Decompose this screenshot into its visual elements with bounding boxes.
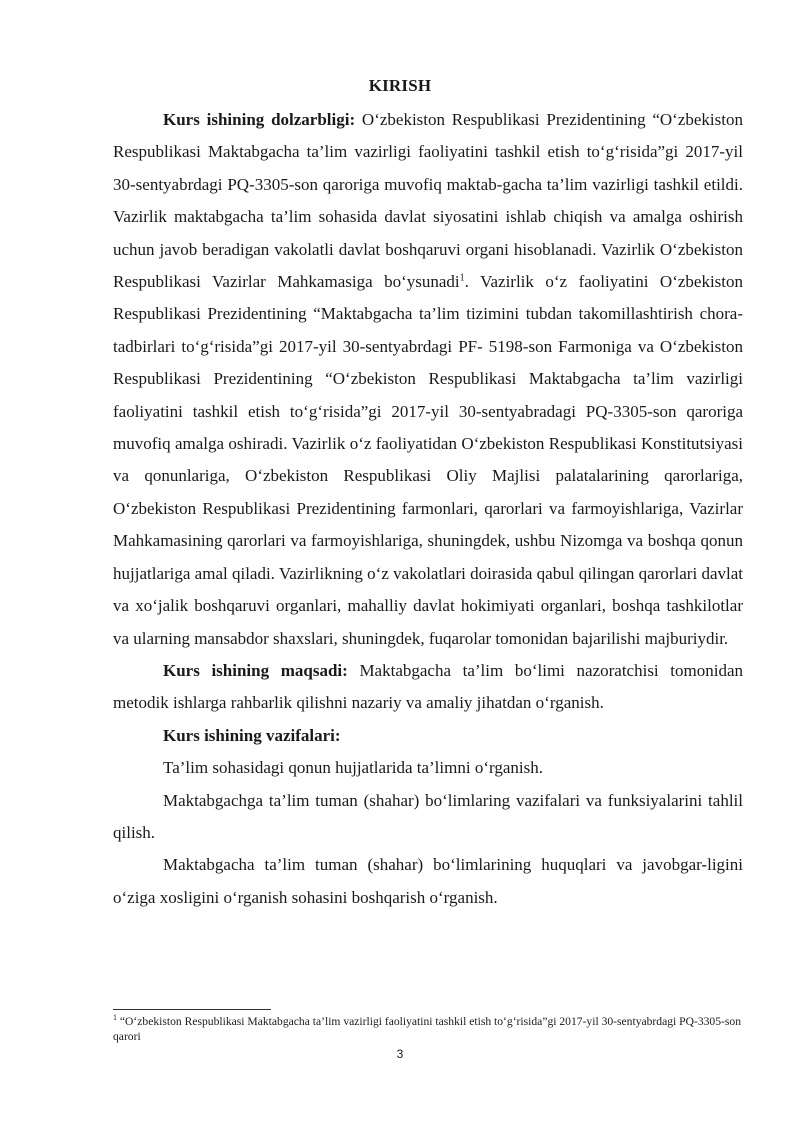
footnote-ref[interactable]: 1 bbox=[459, 272, 465, 284]
page-number: 3 bbox=[396, 1047, 404, 1061]
footnote-divider bbox=[113, 1009, 271, 1010]
relevance-text-a: O‘zbekiston Respublikasi Prezidentining “O‘zbekiston Respublikasi Maktabgacha ta’lim vazirligi faoliyatini tashkil etish to‘g‘risida”gi 2017-yil 30-sentyabrdagi PQ-3305-son qaroriga muvofiq maktab-gacha ta’lim vazirligi tashkil etildi. Vazirlik maktabgacha ta’lim sohasida davlat siyosatini ishlab chiqish va amalga oshirish uchun javob beradigan vakolatli davlat boshqaruvi organi hisoblanadi. Vazirlik O‘zbekiston Respublikasi Vazirlar Mahkamasiga bo‘ysunadi bbox=[113, 110, 743, 292]
goal-text: Maktabgacha ta’lim bo‘limi nazoratchisi tomonidan metodik ishlarga rahbarlik qilishni nazariy va amaliy jihatdan o‘rganish. bbox=[113, 660, 743, 713]
footnote bbox=[113, 1014, 743, 1044]
paragraph-task-1: Ta’lim sohasidagi qonun hujjatlarida ta’limni o‘rganish. bbox=[163, 758, 543, 778]
page-title: KIRISH bbox=[368, 76, 432, 95]
goal-heading: Kurs ishining maqsadi: bbox=[163, 660, 348, 680]
footnote-text: “O‘zbekiston Respublikasi Maktabgacha ta’lim vazirligi faoliyatini tashkil etish to‘g‘risida”gi 2017-yil 30-sentyabrdagi PQ-3305-son qarori bbox=[113, 1015, 741, 1043]
paragraph-tasks-heading bbox=[113, 720, 743, 752]
footnote-marker: 1 bbox=[113, 1013, 117, 1023]
paragraph-task-3: Maktabgacha ta’lim tuman (shahar) bo‘limlarining huquqlari va javobgar-ligini o‘ziga xosligini o‘rganish sohasini boshqarish o‘rganish. bbox=[113, 855, 743, 907]
paragraph-goal bbox=[113, 655, 743, 720]
relevance-text-b: . Vazirlik o‘z faoliyatini O‘zbekiston Respublikasi Prezidentining “Maktabgacha ta’lim tizimini tubdan takomillashtirish chora-tadbirlari to‘g‘risida”gi 2017-yil 30-sentyabrdagi PF- 5198-son Farmoniga va O‘zbekiston Respublikasi Prezidentining “O‘zbekiston Respublikasi Maktabgacha ta’lim vazirligi faoliyatini tashkil etish to‘g‘risida”gi 2017-yil 30-sentyabradagi PQ-3305-son qaroriga muvofiq amalga oshiradi. Vazirlik o‘z faoliyatidan O‘zbekiston Respublikasi Konstitutsiyasi va qonunlariga, O‘zbekiston Respublikasi Oliy Majlisi palatalarining qarorlariga, O‘zbekiston Respublikasi Prezidentining farmonlari, qarorlari va farmoyishlariga, Vazirlar Mahkamasining qarorlari va farmoyishlariga, shuningdek, ushbu Nizomga va boshqa qonun hujjatlariga amal qiladi. Vazirlikning o‘z vakolatlari doirasida qabul qilingan qarorlari davlat va xo‘jalik boshqaruvi organlari, mahalliy davlat hokimiyati organlari, boshqa tashkilotlar va ularning mansabdor shaxslari, shuningdek, fuqarolar tomonidan bajarilishi majburiydir. bbox=[113, 272, 744, 648]
relevance-heading: Kurs ishining dolzarbligi: bbox=[163, 110, 356, 129]
paragraph-relevance bbox=[113, 104, 743, 655]
document-body bbox=[113, 104, 743, 914]
paragraph-task-2: Maktabgachga ta’lim tuman (shahar) bo‘limlaring vazifalari va funksiyalarini tahlil qilish. bbox=[113, 790, 743, 842]
tasks-heading: Kurs ishining vazifalari: bbox=[163, 725, 341, 745]
